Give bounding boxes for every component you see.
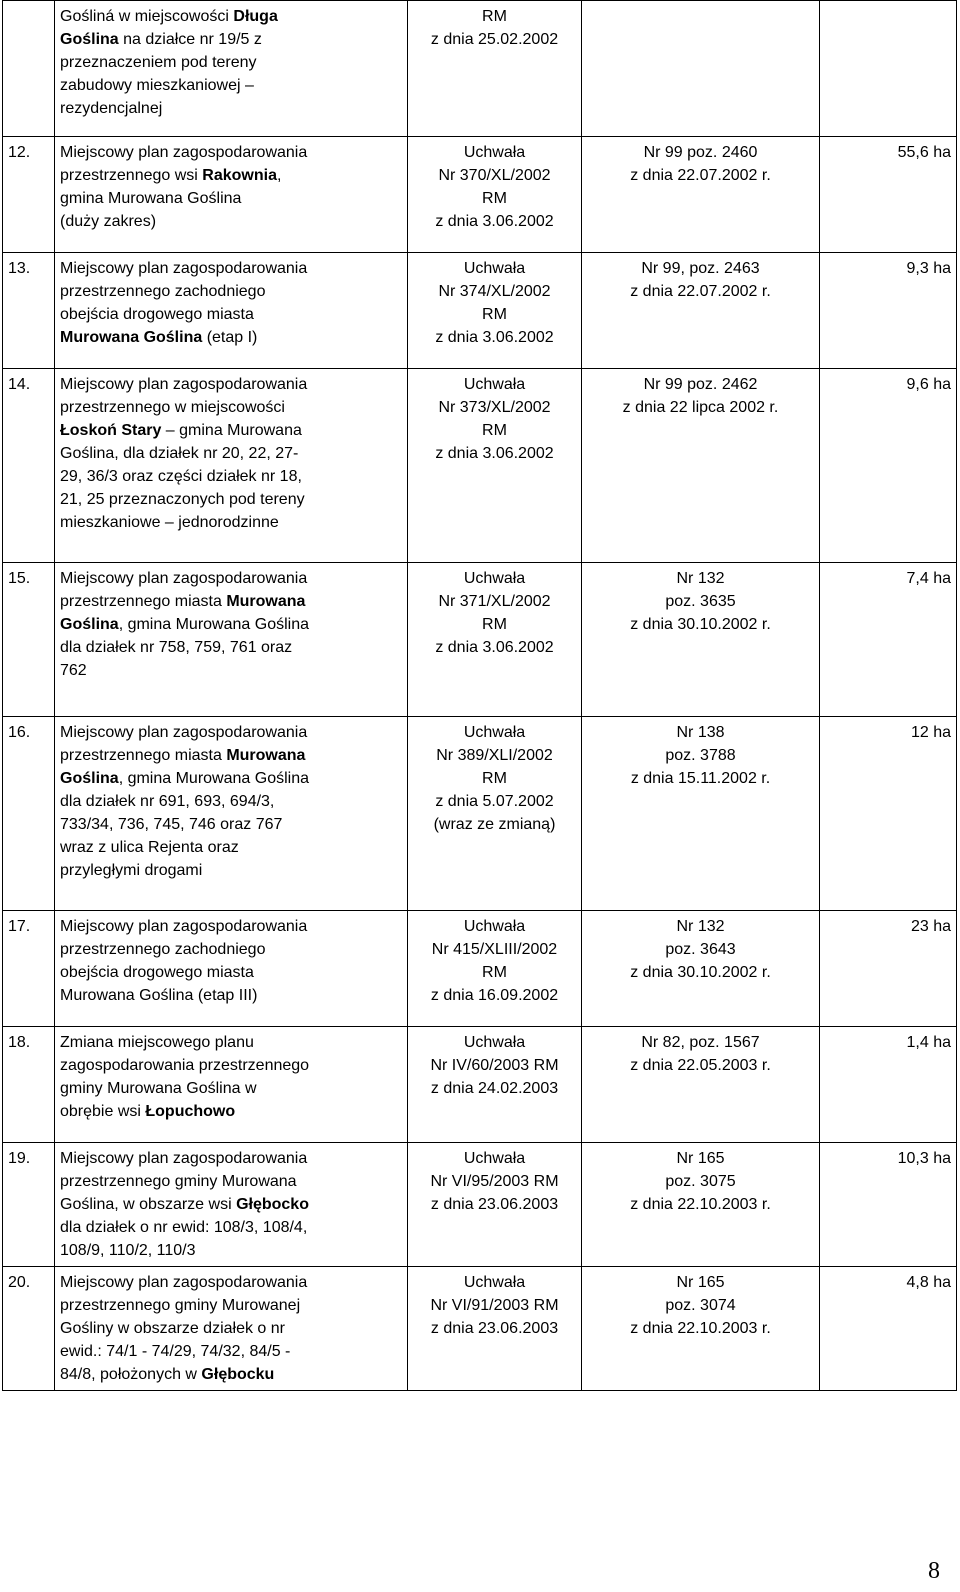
row-number: 12. [3,137,55,253]
plan-name-line [60,164,402,187]
publication-cell [582,1143,820,1267]
plan-name-line [60,567,402,590]
publication-line: z dnia 22.05.2003 r. [630,1057,771,1074]
text-segment: mieszkaniowe – jednorodzinne [60,514,279,531]
publication-line: poz. 3075 [665,1173,736,1190]
publication-line: z dnia 30.10.2002 r. [630,616,771,633]
text-segment: dla działek nr 758, 759, 761 oraz [60,639,293,656]
plan-name-line [60,767,402,790]
row-number: 18. [3,1027,55,1143]
area-cell: 9,6 ha [820,369,957,563]
text-segment: przestrzennego miasta [60,593,227,610]
plan-name-line [60,1216,402,1239]
text-segment: na działce nr 19/5 z [118,31,262,48]
row-number: 17. [3,911,55,1027]
row-number: 13. [3,253,55,369]
resolution-line: RM [482,8,507,25]
resolution-line: z dnia 3.06.2002 [435,445,554,462]
plan-name-line [60,141,402,164]
text-segment: – gmina Murowana [161,422,302,439]
publication-line: Nr 132 [676,570,725,587]
text-segment: gmina Murowana Goślina [60,190,242,207]
place-name: Goślina [60,770,119,787]
text-segment: przestrzennego zachodniego [60,283,266,300]
publication-line: Nr 165 [676,1150,725,1167]
text-segment: Miejscowy plan zagospodarowania [60,724,308,741]
plans-table-body [3,1,957,1391]
text-segment: Miejscowy plan zagospodarowania [60,144,308,161]
text-segment: 733/34, 736, 745, 746 oraz 767 [60,816,283,833]
publication-line: poz. 3635 [665,593,736,610]
publication-line: Nr 138 [676,724,725,741]
plan-name-line [60,813,402,836]
area-cell: 1,4 ha [820,1027,957,1143]
place-name: Łoskoń Stary [60,422,162,439]
plan-name-line [60,280,402,303]
plan-name-line [60,790,402,813]
place-name: Murowana [226,747,306,764]
resolution-line: Nr 373/XL/2002 [438,399,551,416]
resolution-line: Nr VI/95/2003 RM [430,1173,559,1190]
publication-line: poz. 3788 [665,747,736,764]
publication-line: Nr 82, poz. 1567 [641,1034,760,1051]
text-segment: dla działek nr 691, 693, 694/3, [60,793,275,810]
text-segment: zabudowy mieszkaniowej – [60,77,254,94]
plan-name-line [60,1054,402,1077]
plan-name-line [60,488,402,511]
plan-name [55,1267,408,1391]
text-segment: przestrzennego gminy Murowana [60,1173,297,1190]
plan-name-line [60,590,402,613]
text-segment: przestrzennego gminy Murowanej [60,1297,301,1314]
plan-name-line [60,1100,402,1123]
publication-line: z dnia 22.07.2002 r. [630,167,771,184]
text-segment: Miejscowy plan zagospodarowania [60,918,308,935]
plan-name-line [60,97,402,120]
place-name: Głębocko [236,1196,309,1213]
publication-cell [582,563,820,717]
resolution-line: z dnia 3.06.2002 [435,639,554,656]
publication-line: z dnia 22 lipca 2002 r. [622,399,779,416]
publication-cell [582,369,820,563]
table-row [3,1027,957,1143]
plan-name-line [60,1271,402,1294]
resolution-line: RM [482,616,507,633]
resolution-line: Nr 371/XL/2002 [438,593,551,610]
plan-name-line [60,28,402,51]
publication-cell [582,1267,820,1391]
place-name: Długa [233,8,278,25]
resolution-line: z dnia 16.09.2002 [430,987,559,1004]
plan-name-line [60,744,402,767]
publication-line: Nr 99 poz. 2460 [643,144,758,161]
text-segment: (etap I) [202,329,258,346]
plan-name-line [60,1170,402,1193]
text-segment: przestrzennego miasta [60,747,227,764]
plan-name-line [60,326,402,349]
plan-name-line [60,210,402,233]
resolution-line: Uchwała [463,1034,526,1051]
area-cell: 4,8 ha [820,1267,957,1391]
resolution-line: Nr 415/XLIII/2002 [431,941,558,958]
publication-line: z dnia 30.10.2002 r. [630,964,771,981]
plans-table [2,0,957,1391]
place-name: Murowana Goślina [60,329,203,346]
row-number [3,1,55,137]
resolution-line: Uchwała [463,724,526,741]
resolution-line: Uchwała [463,260,526,277]
text-segment: 84/8, położonych w [60,1366,202,1383]
plan-name [55,1027,408,1143]
text-segment: przestrzennego zachodniego [60,941,266,958]
publication-cell [582,717,820,911]
plan-name-line [60,1031,402,1054]
text-segment: gminy Murowana Goślina w [60,1080,257,1097]
publication-line: Nr 132 [676,918,725,935]
table-row [3,253,957,369]
resolution-line: Uchwała [463,1150,526,1167]
publication-line: z dnia 22.10.2003 r. [630,1320,771,1337]
text-segment: obrębie wsi [60,1103,146,1120]
resolution-line: Nr IV/60/2003 RM [430,1057,559,1074]
plan-name-line [60,859,402,882]
plan-name-line [60,257,402,280]
publication-line: poz. 3074 [665,1297,736,1314]
text-segment: dla działek o nr ewid: 108/3, 108/4, [60,1219,308,1236]
plan-name [55,1143,408,1267]
text-segment: przestrzennego wsi [60,167,203,184]
plan-name-line [60,636,402,659]
plan-name-line [60,373,402,396]
resolution-cell [408,1143,582,1267]
publication-line: Nr 99, poz. 2463 [641,260,760,277]
table-row [3,137,957,253]
table-row [3,1267,957,1391]
plan-name-line [60,465,402,488]
publication-cell [582,1027,820,1143]
plan-name-line [60,511,402,534]
text-segment: (duży zakres) [60,213,157,230]
resolution-line: z dnia 3.06.2002 [435,213,554,230]
place-name: Łopuchowo [145,1103,236,1120]
plan-name-line [60,1363,402,1386]
resolution-line: Uchwała [463,1274,526,1291]
text-segment: , gmina Murowana Goślina [118,616,309,633]
table-row [3,563,957,717]
resolution-line: RM [482,422,507,439]
row-number: 20. [3,1267,55,1391]
row-number: 15. [3,563,55,717]
resolution-cell [408,369,582,563]
plan-name [55,717,408,911]
plan-name-line [60,659,402,682]
plan-name-line [60,961,402,984]
publication-line: poz. 3643 [665,941,736,958]
plan-name-line [60,74,402,97]
publication-cell [582,137,820,253]
plan-name [55,1,408,137]
resolution-line: z dnia 24.02.2003 [430,1080,559,1097]
publication-line: z dnia 22.07.2002 r. [630,283,771,300]
plan-name-line [60,721,402,744]
place-name: Głębocku [201,1366,275,1383]
plan-name-line [60,915,402,938]
plan-name-line [60,1239,402,1262]
resolution-line: Uchwała [463,918,526,935]
area-cell: 7,4 ha [820,563,957,717]
text-segment: Gośliny w obszarze działek o nr [60,1320,285,1337]
plan-name [55,911,408,1027]
area-cell: 55,6 ha [820,137,957,253]
text-segment: zagospodarowania przestrzennego [60,1057,310,1074]
text-segment: Goślina, w obszarze wsi [60,1196,237,1213]
plan-name-line [60,51,402,74]
resolution-line: Uchwała [463,144,526,161]
page-number: 8 [928,1558,940,1584]
area-cell: 12 ha [820,717,957,911]
resolution-line: Nr VI/91/2003 RM [430,1297,559,1314]
plan-name-line [60,984,402,1007]
resolution-line: RM [482,190,507,207]
area-cell [820,1,957,137]
plan-name-line [60,1193,402,1216]
text-segment: Zmiana miejscowego planu [60,1034,254,1051]
text-segment: , gmina Murowana Goślina [118,770,309,787]
resolution-cell [408,717,582,911]
plan-name-line [60,1340,402,1363]
plan-name-line [60,396,402,419]
plan-name-line [60,1147,402,1170]
table-row [3,911,957,1027]
resolution-line: Uchwała [463,570,526,587]
area-cell: 23 ha [820,911,957,1027]
resolution-line: z dnia 23.06.2003 [430,1196,559,1213]
place-name: Goślina [60,616,119,633]
plan-name-line [60,303,402,326]
row-number: 19. [3,1143,55,1267]
text-segment: 762 [60,662,87,679]
plan-name-line [60,5,402,28]
table-row [3,1,957,137]
plan-name [55,369,408,563]
text-segment: wraz z ulica Rejenta oraz [60,839,239,856]
text-segment: Miejscowy plan zagospodarowania [60,376,308,393]
plan-name-line [60,442,402,465]
plan-name-line [60,938,402,961]
plan-name-line [60,419,402,442]
resolution-line: (wraz ze zmianą) [433,816,556,833]
resolution-line: Nr 370/XL/2002 [438,167,551,184]
place-name: Goślina [60,31,119,48]
place-name: Rakownia [202,167,277,184]
text-segment: Miejscowy plan zagospodarowania [60,1274,308,1291]
row-number: 14. [3,369,55,563]
table-row [3,369,957,563]
resolution-line: Uchwała [463,376,526,393]
resolution-cell [408,911,582,1027]
table-row [3,717,957,911]
publication-line: Nr 99 poz. 2462 [643,376,758,393]
plan-name-line [60,1077,402,1100]
text-segment: rezydencjalnej [60,100,163,117]
area-cell: 9,3 ha [820,253,957,369]
text-segment: ewid.: 74/1 - 74/29, 74/32, 84/5 - [60,1343,291,1360]
text-segment: Gośliná w miejscowości [60,8,234,25]
text-segment: przyległymi drogami [60,862,203,879]
text-segment: Murowana Goślina (etap III) [60,987,258,1004]
table-row [3,1143,957,1267]
text-segment: 21, 25 przeznaczonych pod tereny [60,491,305,508]
resolution-cell [408,1027,582,1143]
plan-name-line [60,613,402,636]
publication-cell [582,911,820,1027]
text-segment: 108/9, 110/2, 110/3 [60,1242,196,1259]
text-segment: obejścia drogowego miasta [60,306,254,323]
text-segment: obejścia drogowego miasta [60,964,254,981]
text-segment: Goślina, dla działek nr 20, 22, 27- [60,445,299,462]
resolution-line: Nr 389/XLI/2002 [436,747,553,764]
resolution-cell [408,137,582,253]
publication-line: z dnia 22.10.2003 r. [630,1196,771,1213]
publication-line: Nr 165 [676,1274,725,1291]
resolution-line: RM [482,306,507,323]
plan-name [55,563,408,717]
text-segment: , [276,167,282,184]
text-segment: Miejscowy plan zagospodarowania [60,1150,308,1167]
resolution-line: z dnia 23.06.2003 [430,1320,559,1337]
publication-line: z dnia 15.11.2002 r. [630,770,771,787]
text-segment: przeznaczeniem pod tereny [60,54,257,71]
resolution-line: RM [482,964,507,981]
plan-name-line [60,187,402,210]
text-segment: przestrzennego w miejscowości [60,399,285,416]
row-number: 16. [3,717,55,911]
resolution-cell [408,1267,582,1391]
plan-name-line [60,836,402,859]
plan-name-line [60,1294,402,1317]
resolution-cell [408,563,582,717]
resolution-cell [408,253,582,369]
publication-cell [582,1,820,137]
text-segment: Miejscowy plan zagospodarowania [60,260,308,277]
resolution-line: z dnia 3.06.2002 [435,329,554,346]
resolution-line: Nr 374/XL/2002 [438,283,551,300]
resolution-line: z dnia 5.07.2002 [435,793,554,810]
plan-name [55,253,408,369]
area-cell: 10,3 ha [820,1143,957,1267]
resolution-line: z dnia 25.02.2002 [430,31,559,48]
plan-name [55,137,408,253]
resolution-cell [408,1,582,137]
place-name: Murowana [226,593,306,610]
publication-cell [582,253,820,369]
text-segment: 29, 36/3 oraz części działek nr 18, [60,468,302,485]
text-segment: Miejscowy plan zagospodarowania [60,570,308,587]
resolution-line: RM [482,770,507,787]
plan-name-line [60,1317,402,1340]
